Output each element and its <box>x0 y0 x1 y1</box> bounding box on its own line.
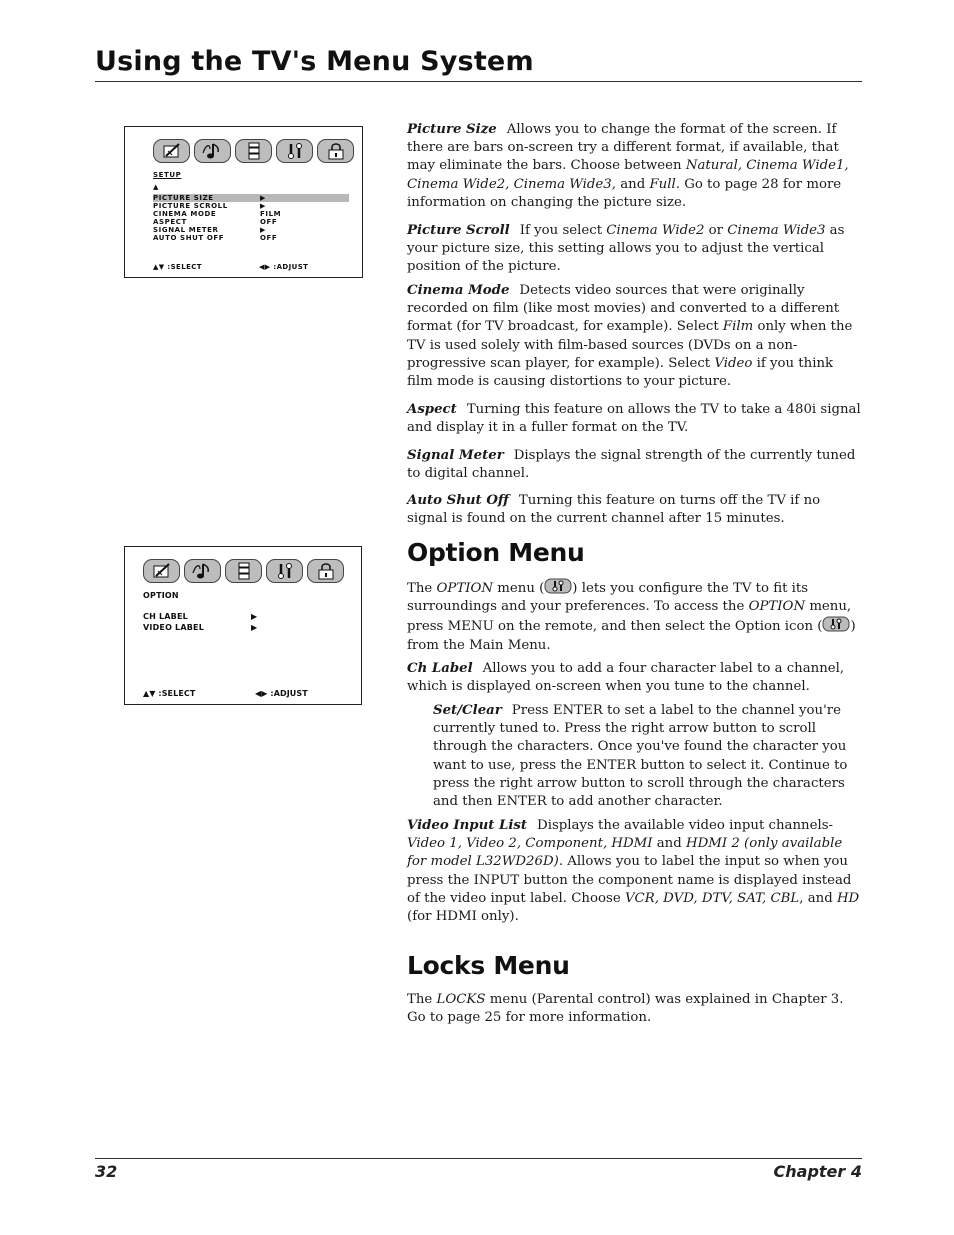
audio-icon <box>184 559 221 583</box>
menu-row-value: OFF <box>260 218 278 226</box>
text: if you think film mode is causing distortions to your picture. <box>407 355 834 390</box>
scroll-up-arrow-icon: ▲ <box>153 183 159 191</box>
term: Set/Clear <box>433 703 502 718</box>
option-icon <box>822 616 850 632</box>
signal-meter-paragraph <box>407 447 863 483</box>
chapter-label: Chapter 4 <box>773 1162 862 1181</box>
page-title: Using the TV's Menu System <box>95 46 534 77</box>
text: . Go to page 28 for more information on changing the picture size. <box>407 176 842 210</box>
footer-rule <box>95 1158 862 1159</box>
menu-row[interactable] <box>143 622 343 633</box>
menu-row[interactable] <box>143 611 343 622</box>
text: Turning this feature on turns off the TV if no signal is found on the current channel after 15 minutes. <box>407 493 821 527</box>
text: Turning this feature on allows the TV to take a 480i signal and display it in a fuller format on the TV. <box>407 402 861 436</box>
menu-row[interactable] <box>153 234 349 242</box>
cinema-mode-paragraph <box>407 282 863 391</box>
text: OPTION <box>436 581 494 596</box>
option-screen-title: OPTION <box>143 591 179 600</box>
text: If you select <box>519 223 607 238</box>
picture-scroll-paragraph <box>407 222 863 277</box>
text: ) lets you configure the TV to fit its surroundings and your preferences. To access the <box>407 581 809 615</box>
text: LOCKS <box>436 992 486 1007</box>
text: and <box>652 836 686 852</box>
text: Full <box>649 176 676 192</box>
text: menu ( <box>493 581 545 596</box>
select-hint: ▲▼ :SELECT <box>153 263 202 271</box>
menu-row-label: SIGNAL METER <box>153 226 219 234</box>
header-rule <box>95 81 862 82</box>
menu-row-value: ▶ <box>260 202 266 210</box>
text: ) from the Main Menu. <box>407 619 856 653</box>
text: menu (Parental control) was explained in Chapter 3. Go to page 25 for more information. <box>407 992 844 1026</box>
select-hint: ▲▼ :SELECT <box>143 689 196 698</box>
option-menu-heading: Option Menu <box>407 538 585 567</box>
term: Video Input List <box>407 818 528 833</box>
set-clear-paragraph <box>433 702 863 811</box>
menu-row-label: AUTO SHUT OFF <box>153 234 225 242</box>
aspect-paragraph <box>407 401 863 437</box>
setup-menu-rows <box>153 194 349 242</box>
picture-quality-icon <box>153 139 190 163</box>
option-menu-rows <box>143 611 343 633</box>
term: Cinema Mode <box>407 283 510 298</box>
text: VCR, DVD, DTV, SAT, CBL <box>624 890 800 906</box>
text: Natural, Cinema Wide1, Cinema Wide2, Cinema Wide3, <box>407 158 849 192</box>
text: Film <box>722 319 754 335</box>
term: Picture Size <box>407 122 497 137</box>
menu-row-label: CH LABEL <box>143 612 188 621</box>
text: HD <box>836 890 860 906</box>
text: as your picture size, this setting allows you to adjust the vertical position of the picture. <box>407 223 845 275</box>
text: and <box>615 176 650 192</box>
text: Cinema Wide2 <box>606 223 705 238</box>
text: Displays the available video input channels- <box>537 818 834 833</box>
option-menu-screen <box>124 546 362 705</box>
menu-row-label: CINEMA MODE <box>153 210 217 218</box>
video-input-list-paragraph <box>407 817 863 926</box>
ch-label-paragraph <box>407 660 863 696</box>
menu-row-label: ASPECT <box>153 218 187 226</box>
setup-icon <box>225 559 262 583</box>
text: Cinema Wide3 <box>727 223 826 238</box>
locks-menu-paragraph <box>407 991 863 1027</box>
option-icon <box>266 559 303 583</box>
text: or <box>704 223 728 238</box>
term: Picture Scroll <box>407 223 510 238</box>
text: Allows you to change the format of the screen. If there are bars on-screen try a different format, if available, that may eliminate the bars. Choose between <box>407 122 839 174</box>
term: Signal Meter <box>407 448 504 463</box>
menu-row-value: OFF <box>260 234 278 242</box>
text: . Allows you to label the input so when you press the INPUT button the component name is displayed instead of the video input label. Choose <box>407 854 852 906</box>
menu-row-value: ▶ <box>251 623 258 632</box>
menu-icon-bar <box>153 139 354 163</box>
setup-icon <box>235 139 272 163</box>
menu-row-value: ▶ <box>260 226 266 234</box>
page-number: 32 <box>95 1162 118 1181</box>
text: Video 1, Video 2, Component, HDMI <box>407 836 653 852</box>
menu-row-label: PICTURE SCROLL <box>153 202 228 210</box>
text: menu, press MENU on the remote, and then select the Option icon ( <box>407 599 852 635</box>
menu-row-label: PICTURE SIZE <box>153 194 214 202</box>
text: The <box>407 581 437 596</box>
menu-icon-bar <box>143 559 344 583</box>
locks-menu-heading: Locks Menu <box>407 951 570 980</box>
menu-row[interactable] <box>153 210 349 218</box>
picture-size-paragraph <box>407 121 863 212</box>
menu-row[interactable] <box>153 226 349 234</box>
adjust-hint: ◀▶ :ADJUST <box>259 263 309 271</box>
menu-row[interactable] <box>153 202 349 210</box>
text: , and <box>799 890 837 906</box>
auto-shut-off-paragraph <box>407 492 863 528</box>
option-menu-intro <box>407 578 863 655</box>
menu-row-value: ▶ <box>260 194 266 202</box>
term: Aspect <box>407 402 457 417</box>
locks-icon <box>307 559 344 583</box>
menu-row[interactable] <box>153 194 349 202</box>
text: Video <box>714 355 753 371</box>
text: Press ENTER to set a label to the channel you're currently tuned to. Press the right arrow button to scroll through the characters. Once you've found the character you want to use, press the ENTER button to select it. Continue to press the right arrow button to scroll through the characters and then ENTER to add another character. <box>433 703 848 810</box>
audio-icon <box>194 139 231 163</box>
text: only when the TV is used solely with film-based sources (DVDs on a non-progressive scan player, for example). Select <box>407 319 853 371</box>
menu-row-value: ▶ <box>251 612 258 621</box>
term: Auto Shut Off <box>407 493 509 508</box>
text: OPTION <box>748 599 806 615</box>
menu-row-label: VIDEO LABEL <box>143 623 205 632</box>
text: The <box>407 992 437 1007</box>
picture-quality-icon <box>143 559 180 583</box>
term: Ch Label <box>407 661 473 676</box>
option-icon <box>276 139 313 163</box>
text: Allows you to add a four character label to a channel, which is displayed on-screen when you tune to the channel. <box>407 661 845 695</box>
text: Detects video sources that were originally recorded on film (like most movies) and converted to a different format (for TV broadcast, for example). Select <box>407 283 840 335</box>
setup-menu-screen <box>124 126 363 278</box>
menu-row-value: FILM <box>260 210 282 218</box>
text: HDMI 2 (only available for model L32WD26D) <box>407 836 843 870</box>
locks-icon <box>317 139 354 163</box>
option-icon <box>544 578 572 594</box>
text: Displays the signal strength of the currently tuned to digital channel. <box>407 448 856 482</box>
adjust-hint: ◀▶ :ADJUST <box>255 689 308 698</box>
text: (for HDMI only). <box>407 909 519 925</box>
setup-screen-title: SETUP <box>153 171 182 179</box>
menu-row[interactable] <box>153 218 349 226</box>
